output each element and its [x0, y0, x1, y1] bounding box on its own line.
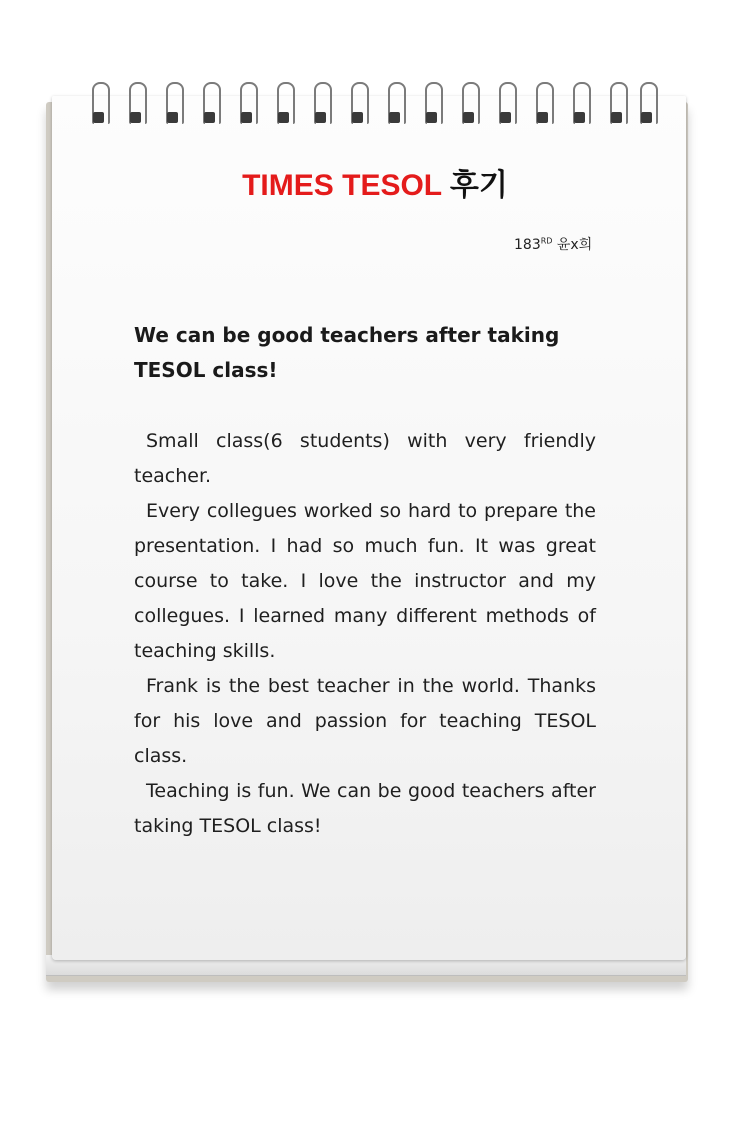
binding-hole [574, 112, 585, 123]
binding-hole [93, 112, 104, 123]
title-suffix: 후기 [449, 169, 508, 202]
binding-hole [278, 112, 289, 123]
review-body [134, 424, 596, 844]
binding-hole [426, 112, 437, 123]
review-paragraph: Small class(6 students) with very friendly teacher. [134, 430, 596, 487]
review-headline: We can be good teachers after taking TESOL class! [134, 323, 560, 382]
spiral-binding [80, 78, 660, 138]
binding-hole [130, 112, 141, 123]
binding-hole [500, 112, 511, 123]
binding-hole [389, 112, 400, 123]
author-name: 윤x희 [556, 237, 593, 253]
binding-hole [315, 112, 326, 123]
review-paragraph: Teaching is fun. We can be good teachers after taking TESOL class! [134, 780, 596, 837]
binding-hole [537, 112, 548, 123]
page-title [0, 160, 750, 204]
binding-hole [641, 112, 652, 123]
review-paragraph: Frank is the best teacher in the world. Thanks for his love and passion for teaching TESOL class. [134, 675, 596, 767]
author-number-suffix: RD [540, 236, 553, 246]
author-number: 183 [514, 237, 541, 253]
binding-hole [611, 112, 622, 123]
author-signature [514, 234, 592, 254]
binding-hole [167, 112, 178, 123]
binding-hole [204, 112, 215, 123]
binding-hole [352, 112, 363, 123]
binding-hole [463, 112, 474, 123]
binding-hole [241, 112, 252, 123]
review-paragraph: Every collegues worked so hard to prepare the presentation. I had so much fun. It was great course to take. I love the instructor and my collegues. I learned many different methods of teaching skills. [134, 500, 596, 662]
title-brand: TIMES TESOL [242, 169, 442, 202]
